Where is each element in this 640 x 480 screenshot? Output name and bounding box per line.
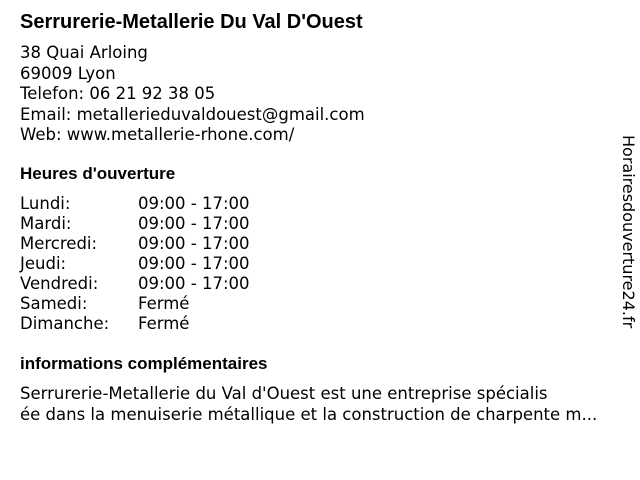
site-watermark: Horairesdouverture24.fr: [619, 135, 638, 329]
email-text: Email: metallerieduvaldouest@gmail.com: [20, 104, 365, 124]
contact-block: [20, 43, 365, 146]
hours-row-wednesday: [20, 234, 250, 254]
day-time: Fermé: [138, 314, 190, 333]
web-text: Web: www.metallerie-rhone.com/: [20, 125, 295, 144]
day-label: Samedi:: [20, 294, 88, 313]
day-time: 09:00 - 17:00: [138, 234, 250, 253]
description-line: Serrurerie-Metallerie du Val d'Ouest est une entreprise spécialis: [20, 384, 548, 403]
hours-heading: Heures d'ouverture: [20, 164, 176, 183]
description-line: ée dans la menuiserie métallique et la construction de charpente m...: [20, 404, 598, 424]
day-label: Dimanche:: [20, 314, 110, 333]
day-time: 09:00 - 17:00: [138, 214, 250, 233]
info-heading: informations complémentaires: [20, 354, 268, 373]
day-label: Lundi:: [20, 194, 71, 213]
hours-row-friday: [20, 274, 250, 294]
street-address: 38 Quai Arloing: [20, 43, 148, 62]
hours-row-tuesday: [20, 214, 250, 234]
hours-table: [20, 194, 250, 334]
hours-row-thursday: [20, 254, 250, 274]
day-time: 09:00 - 17:00: [138, 254, 250, 273]
phone-text: Telefon: 06 21 92 38 05: [20, 84, 216, 103]
city-address: 69009 Lyon: [20, 63, 116, 83]
business-title: Serrurerie-Metallerie Du Val D'Ouest: [20, 11, 363, 33]
day-label: Mercredi:: [20, 234, 98, 253]
day-label: Mardi:: [20, 214, 72, 233]
day-time: 09:00 - 17:00: [138, 274, 250, 293]
day-label: Jeudi:: [20, 254, 67, 273]
hours-row-sunday: [20, 314, 250, 334]
description: [20, 384, 597, 425]
day-time: 09:00 - 17:00: [138, 194, 250, 213]
hours-row-monday: [20, 194, 250, 214]
day-label: Vendredi:: [20, 274, 99, 293]
day-time: Fermé: [138, 294, 190, 313]
hours-row-saturday: [20, 294, 250, 314]
